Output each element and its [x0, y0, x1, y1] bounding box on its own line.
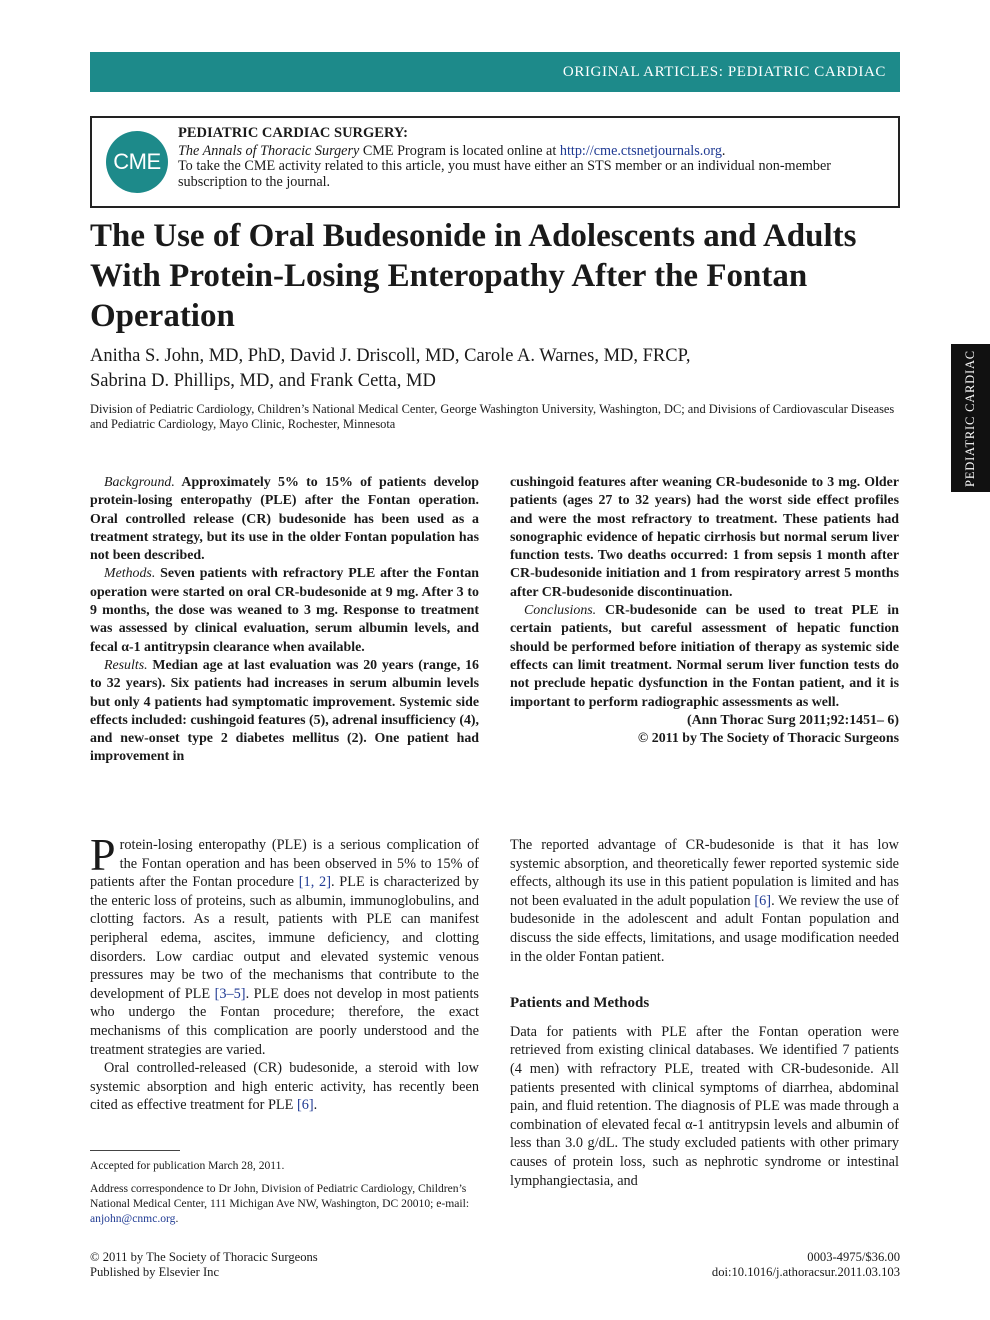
email-link[interactable]: anjohn@cnmc.org [90, 1212, 176, 1225]
cme-text-2: . [721, 142, 726, 159]
cme-journal-name: The Annals of Thoracic Surgery [178, 142, 360, 159]
cme-body [178, 144, 878, 191]
body-paragraph-3 [510, 836, 899, 966]
p1-text-c: . PLE does not develop in most patients who undergo the Fontan procedure; therefore, the exact mechanisms of this complication are poorly understood and the treatment strategies are varied. [90, 985, 479, 1058]
section-heading-patients-methods: Patients and Methods [510, 995, 650, 1012]
footer-price: 0003-4975/$36.00 [807, 1250, 900, 1264]
results-label: Results. [104, 657, 148, 673]
p2-text-b: . [313, 1097, 318, 1114]
footnote-divider [90, 1150, 180, 1151]
cme-url-link[interactable]: http://cme.ctsnetjournals.org [559, 142, 722, 159]
author-list [90, 344, 890, 394]
abstract-methods [90, 565, 479, 656]
article-title: The Use of Oral Budesonide in Adolescents and Adults With Protein-Losing Enteropathy After the Fontan Operation [90, 218, 857, 334]
abstract-conclusions [510, 602, 899, 712]
drop-cap: P [90, 829, 116, 880]
accepted-date: Accepted for publication March 28, 2011. [90, 1159, 285, 1172]
correspondence-end: . [175, 1212, 179, 1225]
body-right-column [510, 836, 899, 1190]
background-label: Background. [104, 475, 175, 490]
cme-text-1: CME Program is located online at [359, 142, 560, 159]
background-text: Approximately 5% to 15% of patients develop protein-losing enteropathy (PLE) after the Fontan operation. Oral controlled release (CR) budesonide has been used as a treatment strategy, but its use in the older Fontan population has not been described. [90, 475, 479, 564]
footer-right [712, 1250, 900, 1280]
correspondence-text: Address correspondence to Dr John, Division of Pediatric Cardiology, Children’s National Medical Center, 111 Michigan Ave NW, Washington, DC 20010; e-mail: [90, 1182, 470, 1210]
abstract-left-column [90, 474, 479, 767]
body-paragraph-2 [90, 1059, 479, 1115]
abstract-copyright: © 2011 by The Society of Thoracic Surgeons [637, 731, 899, 747]
cme-text-3: To take the CME activity related to this article, you must have either an STS member or an individual non-member subscription to the journal. [178, 158, 832, 190]
results-text-left: Median age at last evaluation was 20 years (range, 16 to 32 years). Six patients had increases in serum albumin levels but only 4 patients had symptomatic improvement. Systemic side effects included: cushingoid features (5), adrenal insufficiency (4), and new-onset type 2 diabetes mellitus (2). One patient had improvement in [90, 657, 479, 765]
abstract-citation: (Ann Thorac Surg 2011;92:1451– 6) [687, 712, 899, 728]
footer-doi: doi:10.1016/j.athoracsur.2011.03.103 [711, 1265, 900, 1279]
section-label: ORIGINAL ARTICLES: PEDIATRIC CARDIAC [562, 63, 886, 80]
authors-line-1: Anitha S. John, MD, PhD, David J. Driscoll, MD, Carole A. Warnes, MD, FRCP, [90, 346, 691, 366]
section-header-band [90, 52, 900, 92]
cme-logo-icon [106, 131, 168, 193]
footer-copyright: © 2011 by The Society of Thoracic Surgeons [90, 1250, 318, 1264]
methods-text: Seven patients with refractory PLE after the Fontan operation were started on oral CR-budesonide at 9 mg. After 3 to 9 months, the dose was weaned to 3 mg. Response to treatment was assessed by clinical evaluation, serum albumin levels, and fecal α-1 antitrypsin clearance when available. [90, 566, 479, 655]
body-paragraph-4: Data for patients with PLE after the Fontan operation were retrieved from existing clinical databases. We identified 7 patients (4 men) with refractory PLE, treated with CR-budesonide. All patients presented with clinical symptoms of diarrhea, abdominal pain, and fluid retention. The diagnosis of PLE was made through a combination of elevated fecal α-1 antitrypsin levels and albumin of less than 3.0 g/dL. The study excluded patients with other primary causes of protein loss, such as nephrotic syndrome or intestinal lymphangiectasia, and [510, 1023, 899, 1189]
body-paragraph-1 [90, 829, 480, 1059]
footer-publisher: Published by Elsevier Inc [90, 1265, 220, 1279]
cme-info-box [90, 116, 900, 208]
p1-text-b: . PLE is characterized by the enteric loss of proteins, such as albumin, immunoglobulins, and clotting factors. As a result, patients with PLE can manifest peripheral edema, ascites, immune deficiency, and clotting disorders. Low cardiac output and elevated systemic venous pressures may be two of the mechanisms that contribute to the development of PLE [90, 874, 480, 1002]
methods-label: Methods. [104, 566, 156, 582]
cme-heading: PEDIATRIC CARDIAC SURGERY: [178, 125, 408, 141]
reference-link-6b[interactable]: [6] [754, 892, 772, 909]
side-tab-label: PEDIATRIC CARDIAC [963, 349, 977, 487]
body-left-column [90, 829, 480, 1115]
conclusions-text: CR-budesonide can be used to treat PLE in certain patients, but careful assessment of hepatic function should be performed before initiation of therapy as systemic side effects can limit treatment. Normal serum liver function tests do not preclude hepatic dysfunction in the Fontan patient, and it is important to perform radiographic assessments as well. [510, 603, 899, 710]
footnotes [90, 1158, 479, 1234]
p1-text-a: rotein-losing enteropathy (PLE) is a serious complication of the Fontan operation and has been observed in 5% to 15% of patients after the Fontan procedure [90, 837, 479, 891]
abstract-results [90, 657, 479, 767]
reference-link-1-2[interactable]: [1, 2] [298, 874, 331, 891]
p3-text-b: . We review the use of budesonide in the adolescent and adult Fontan population and discuss the side effects, limitations, and usage modification needed in the older Fontan patient. [510, 892, 899, 965]
p3-text-a: The reported advantage of CR-budesonide is that it has low systemic absorption, and theoretically fewer reported systemic side effects, although its use in this patient population is limited and has not been evaluated in the adult population [510, 837, 899, 909]
side-section-tab [951, 344, 990, 492]
footer-left [90, 1250, 318, 1280]
cme-text [178, 126, 878, 190]
results-text-right: cushingoid features after weaning CR-budesonide to 3 mg. Older patients (ages 27 to 32 years) had the worst side effect profiles and were the most refractory to treatment. These patients had sonographic evidence of hepatic cirrhosis but normal serum liver function tests. Two deaths occurred: 1 from sepsis 1 month after CR-budesonide initiation and 1 from respiratory arrest 5 months after CR-budesonide discontinuation. [510, 475, 899, 600]
reference-link-6[interactable]: [6] [296, 1097, 314, 1114]
reference-link-3-5[interactable]: [3–5] [214, 985, 246, 1002]
cme-logo-text: CME [113, 149, 161, 174]
abstract-right-column [510, 474, 899, 748]
affiliations: Division of Pediatric Cardiology, Children’s National Medical Center, George Washington University, Washington, DC; and Divisions of Cardiovascular Diseases and Pediatric Cardiology, Mayo Clinic, Rochester, Minnesota [90, 402, 895, 431]
abstract-background [90, 474, 479, 565]
conclusions-label: Conclusions. [524, 603, 597, 619]
authors-line-2: Sabrina D. Phillips, MD, and Frank Cetta, MD [90, 371, 436, 391]
p2-text-a: Oral controlled-released (CR) budesonide, a steroid with low systemic absorption and high enteric activity, has recently been cited as effective treatment for PLE [90, 1060, 479, 1114]
correspondence-address [90, 1181, 479, 1226]
